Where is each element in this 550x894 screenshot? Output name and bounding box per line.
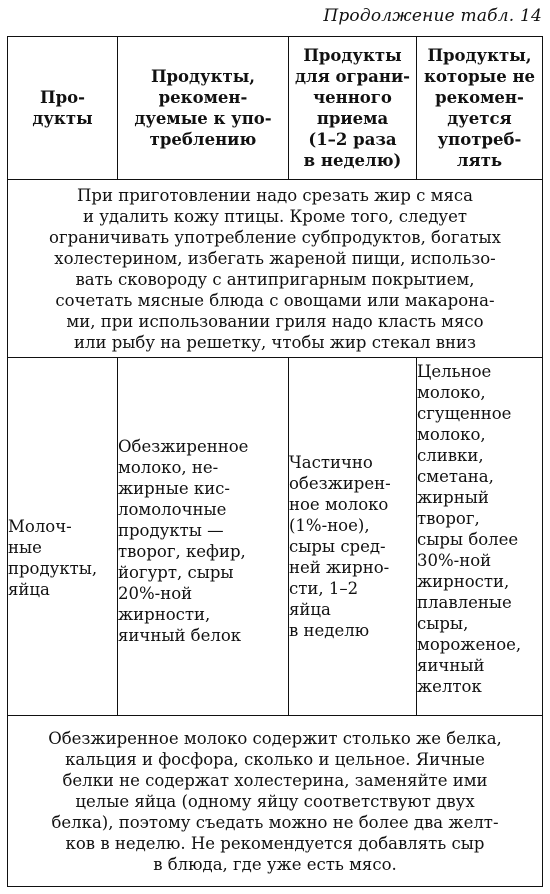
cell-text-line: ков в неделю. Не рекомендуется добавлять сыр	[65, 833, 485, 853]
cell-text-line: в неделю	[289, 621, 370, 640]
cell-text-line: жирный	[417, 488, 489, 507]
header-text-line: в неделю)	[303, 151, 402, 170]
cell-text-line: жирные кис-	[118, 478, 231, 498]
cell-text-line: Молоч-	[8, 516, 72, 536]
cell-text-line: и удалить кожу птицы. Кроме того, следует	[82, 206, 467, 226]
cell-text-line: Обезжиренное молоко содержит столько же белка,	[48, 728, 502, 748]
cell-text-line: сметана,	[417, 467, 494, 486]
cell-text-line: яичный белок	[118, 625, 242, 645]
header-text-line: треблению	[149, 130, 257, 149]
dairy-note	[8, 716, 543, 887]
cell-text-line: обезжирен-	[289, 474, 391, 493]
cell-text-line: сти, 1–2	[289, 579, 359, 598]
header-not-recommended	[417, 37, 543, 180]
header-text-line: рекомен-	[435, 88, 524, 107]
header-text-line: рекомен-	[158, 88, 248, 107]
dairy-row	[8, 358, 543, 716]
cell-text-line: Обезжиренное	[118, 436, 249, 456]
header-text-line: дуется	[447, 109, 512, 128]
cell-text-line: молоко,	[417, 383, 486, 402]
cell-text-line: молоко, не-	[118, 457, 219, 477]
cell-text-line: ломолочные	[118, 499, 227, 519]
header-text-line: для ограни-	[294, 67, 411, 86]
cell-text-line: вать сковороду с антипригарным покрытием,	[75, 269, 475, 289]
cell-text-line: ми, при использовании гриля надо класть мясо	[66, 311, 484, 331]
cell-text-line: сыры,	[417, 614, 469, 633]
cell-text-line: Частично	[289, 453, 373, 472]
diet-table	[7, 36, 543, 887]
cell-text-line: плавленые	[417, 593, 512, 612]
cell-text-line: Цельное	[417, 362, 492, 381]
cell-product-dairy	[8, 358, 118, 716]
cell-text-line: ные	[8, 537, 42, 557]
header-text-line: ченного	[313, 88, 392, 107]
cell-text-line: в блюда, где уже есть мясо.	[153, 854, 397, 874]
cell-text-line: сыры сред-	[289, 537, 386, 556]
cell-text-line: продукты,	[8, 558, 98, 578]
header-text-line: лять	[456, 151, 503, 170]
cell-text-line: ней жирно-	[289, 558, 390, 577]
header-recommended	[118, 37, 289, 180]
cell-text-line: продукты —	[118, 520, 224, 540]
table-caption: Продолжение табл. 14	[323, 6, 542, 26]
cell-text-line: йогурт, сыры	[118, 562, 234, 582]
cell-text-line: целые яйца (одному яйцу соответствуют двух	[75, 791, 475, 811]
header-text-line: употреб-	[437, 130, 522, 149]
cooking-note	[8, 180, 543, 358]
cell-text-line: или рыбу на решетку, чтобы жир стекал вниз	[73, 332, 476, 352]
cell-text-line: творог, кефир,	[118, 541, 246, 561]
header-limited	[289, 37, 417, 180]
header-text-line: (1–2 раза	[308, 130, 397, 149]
cell-text-line: сливки,	[417, 446, 484, 465]
cell-text-line: яичный	[417, 656, 485, 675]
header-text-line: которые не	[423, 67, 536, 86]
cell-text-line: 20%-ной	[118, 583, 193, 603]
header-text-line: дукты	[32, 109, 93, 128]
header-text-line: Продукты	[303, 46, 402, 65]
cell-text-line: белки не содержат холестерина, заменяйте ими	[62, 770, 488, 790]
cell-text-line: сочетать мясные блюда с овощами или макарона-	[55, 290, 495, 310]
cell-text-line: сыры более	[417, 530, 519, 549]
cell-text-line: кальция и фосфора, сколько и цельное. Яичные	[65, 749, 485, 769]
cell-text-line: холестерином, избегать жареной пищи, использо-	[54, 248, 496, 268]
cell-text-line: сгущенное	[417, 404, 512, 423]
cell-text-line: жирности,	[118, 604, 211, 624]
cell-text-line: яйца	[289, 600, 331, 619]
cell-text-line: творог,	[417, 509, 480, 528]
cell-text-line: ное молоко	[289, 495, 389, 514]
cell-text-line: молоко,	[417, 425, 486, 444]
cell-not-recommended-dairy	[417, 358, 543, 716]
header-text-line: Про-	[40, 88, 85, 107]
header-products	[8, 37, 118, 180]
cell-text-line: белка), поэтому съедать можно не более два желт-	[51, 812, 499, 832]
cell-text-line: 30%-ной	[417, 551, 492, 570]
cell-text-line: яйца	[8, 579, 50, 599]
cell-text-line: жирности,	[417, 572, 510, 591]
note-row-1	[8, 180, 543, 358]
header-text-line: Продукты,	[427, 46, 532, 65]
header-row	[8, 37, 543, 180]
cell-text-line: (1%-ное),	[289, 516, 370, 535]
note-row-2	[8, 716, 543, 887]
header-text-line: Продукты,	[150, 67, 256, 86]
cell-text-line: мороженое,	[417, 635, 522, 654]
header-text-line: дуемые к упо-	[134, 109, 272, 128]
header-text-line: приема	[316, 109, 389, 128]
cell-limited-dairy	[289, 358, 417, 716]
cell-recommended-dairy	[118, 358, 289, 716]
cell-text-line: При приготовлении надо срезать жир с мяса	[77, 185, 473, 205]
cell-text-line: желток	[417, 677, 482, 696]
cell-text-line: ограничивать употребление субпродуктов, богатых	[49, 227, 501, 247]
